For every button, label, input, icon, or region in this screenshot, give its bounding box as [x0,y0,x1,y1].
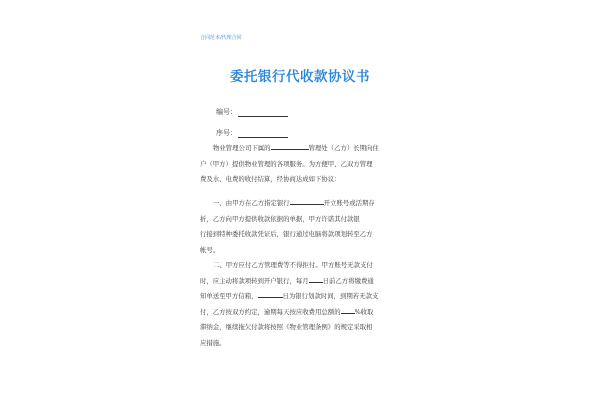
blank-line [290,198,324,205]
clause-2-paragraph [200,258,405,351]
paragraph-line: 户（甲方）提供物业管理的各项服务。为方便甲、乙双方管理 [200,159,373,168]
text-segment: %收取 [354,307,374,316]
text-segment: 管理处（乙方）长期向住 [308,144,379,152]
page-title: 委托银行代收款协议书 [230,69,370,85]
paragraph-line: 行接到特种委托收款凭证后，银行通过电脑将款项划转至乙方 [200,230,373,238]
text-segment: 时，应主动将款项转到开户银行，每月 [200,276,309,285]
sequence-blank [238,130,288,138]
blank-line [309,276,323,283]
paragraph-line [200,305,405,321]
paragraph-line: 费及水、电费的收付结算，经协商达成如下协议： [200,175,341,183]
paragraph-line: 帐号。 [200,245,220,254]
text-segment: 日前乙方将缴费通 [322,276,374,285]
breadcrumb[interactable]: 合同范本/代理合同 [200,35,242,41]
sequence-label: 序号： [216,129,237,137]
text-segment: 知单送至甲方信箱， [200,292,258,300]
sequence-field [216,128,288,138]
text-segment: 物业管理公司下属的 [213,144,271,152]
paragraph-line [200,141,405,157]
blank-line [341,307,355,314]
paragraph-line [200,289,405,305]
text-segment: 开立账号或活期存 [323,199,375,207]
paragraph-line: 二、甲方应付乙方管理费等不得拒付。甲方账号无款支付 [213,261,373,269]
paragraph-line: 应措施。 [200,338,226,347]
clause-1-paragraph [200,196,405,258]
intro-paragraph [200,141,405,188]
number-blank [238,109,288,117]
number-field [216,107,288,117]
blank-line [258,291,283,298]
paragraph-line [200,196,405,212]
text-segment: 一、由甲方在乙方指定银行 [213,199,290,207]
blank-line [271,143,309,150]
text-segment: 付，乙方按双方约定，逾期每天按应收费用总额的 [200,307,341,316]
text-segment: 日为银行划款时间，到期若无款支 [282,292,379,300]
paragraph-line: 滞纳金，继续拖欠付款将按照《物业管理条例》的规定采取相 [200,323,373,331]
paragraph-line: 折，乙方向甲方提供收款依据的单据，甲方许诺其付款银 [200,214,360,223]
paragraph-line [200,274,405,290]
number-label: 编号： [216,108,237,116]
